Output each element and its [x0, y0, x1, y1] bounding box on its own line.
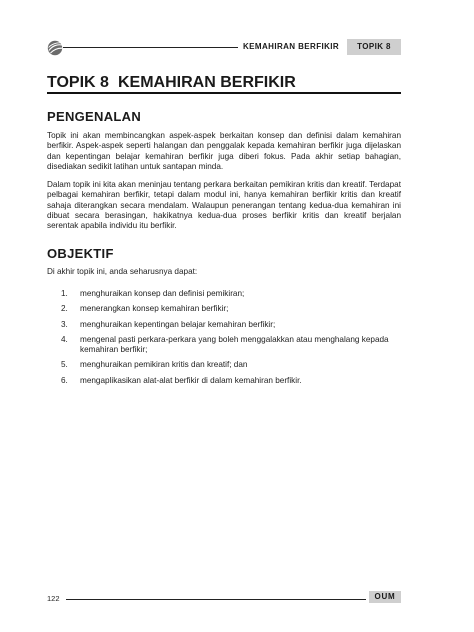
objective-text: mengaplikasikan alat-alat berfikir di dalam kemahiran berfikir.: [80, 375, 302, 385]
objective-text: menghuraikan kepentingan belajar kemahiran berfikir;: [80, 319, 276, 329]
publisher-logo: OUM: [369, 591, 401, 603]
header-rule: [63, 47, 238, 48]
oum-sphere-logo-icon: [47, 40, 63, 56]
objective-text: menghuraikan konsep dan definisi pemikiran;: [80, 289, 245, 298]
running-header-topic-tab: TOPIK 8: [347, 39, 401, 55]
objective-text: menerangkan konsep kemahiran berfikir;: [80, 304, 229, 314]
objective-text: menghuraikan pemikiran kritis dan kreatif; dan: [80, 360, 248, 370]
chapter-title: [47, 74, 401, 92]
objective-number: 2.: [61, 304, 68, 314]
intro-paragraph-1: Topik ini akan membincangkan aspek-aspek berkaitan konsep dan definisi dalam kemahiran berfikir. Aspek-aspek seperti halangan dan penggalak kepada kemahiran berfikir juga dijelaskan dan kepentingan belajar kemahiran berfikir juga diberi fokus. Pada akhir setiap bahagian, disediakan sedikit latihan untuk santapan minda.: [47, 131, 401, 171]
objective-item: [47, 304, 401, 314]
objective-item: [47, 335, 401, 356]
objectives-heading: OBJEKTIF: [47, 246, 114, 261]
intro-heading: PENGENALAN: [47, 109, 142, 124]
objective-item: [47, 289, 401, 299]
objective-text: mengenal pasti perkara-perkara yang boleh menggalakkan atau menghalang kepada kemahiran berfikir;: [80, 334, 389, 355]
intro-paragraph-2: Dalam topik ini kita akan meninjau tentang perkara berkaitan pemikiran kritis dan kreatif. Terdapat pelbagai kemahiran berfikir, tetapi dalam modul ini, hanya kemahiran berfikir kritis dan kreatif sahaja diterangkan secara mendalam. Walaupun penerangan tentang kedua-dua kemahiran ini dibuat secara berasingan, hakikatnya kedua-dua proses berfikir kritis dan kreatif berjalan serentak apabila individu itu berfikir.: [47, 180, 401, 231]
objective-number: 4.: [61, 334, 68, 344]
page-number: 122: [47, 594, 60, 603]
footer-rule: [66, 599, 366, 600]
objective-item: [47, 360, 401, 370]
objectives-list: [47, 289, 401, 391]
objective-item: [47, 376, 401, 386]
chapter-title-rule: [47, 92, 401, 94]
objective-number: 1.: [61, 289, 68, 298]
objective-number: 6.: [61, 375, 68, 385]
chapter-title-text: KEMAHIRAN BERFIKIR: [118, 74, 296, 91]
objective-item: [47, 320, 401, 330]
objective-number: 3.: [61, 319, 68, 329]
objective-number: 5.: [61, 360, 68, 370]
objectives-lead: Di akhir topik ini, anda seharusnya dapat:: [47, 267, 198, 276]
running-header-section: KEMAHIRAN BERFIKIR: [243, 42, 340, 51]
chapter-number: TOPIK 8: [47, 74, 109, 91]
